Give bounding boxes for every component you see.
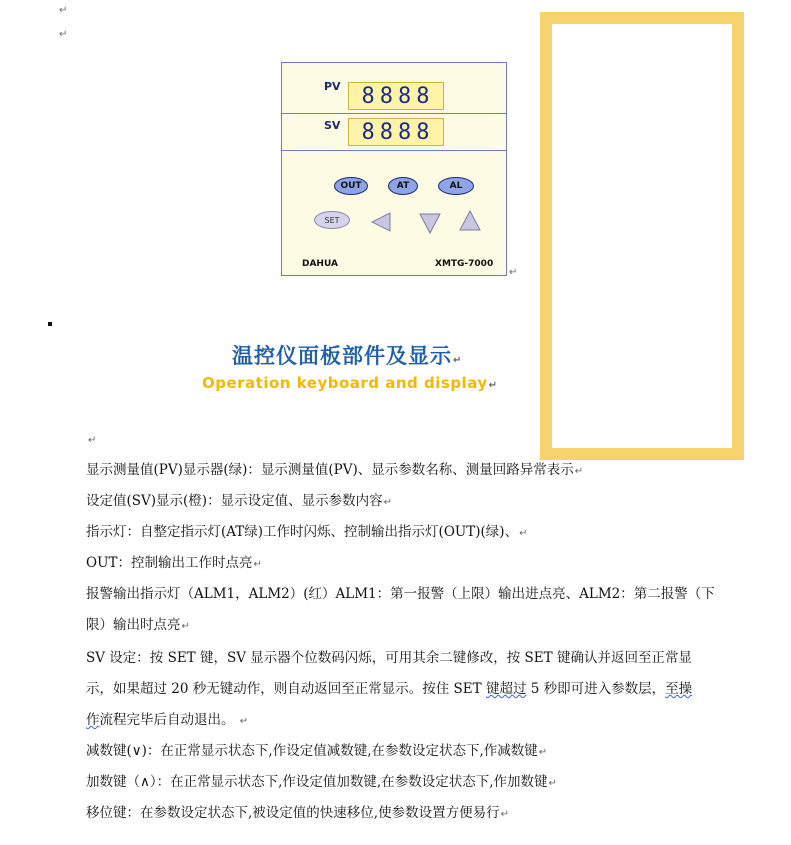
model-label: XMTG-7000 (435, 259, 494, 269)
brand-label: DAHUA (302, 259, 338, 269)
spellcheck-run: 作 (86, 712, 100, 728)
yellow-frame (540, 12, 744, 460)
sv-row (282, 114, 506, 151)
pv-label: PV (324, 80, 341, 93)
pv-digit: 8 (398, 83, 413, 109)
paragraph-increment-key: 加数键（∧）：在正常显示状态下,作设定值加数键,在参数设定状态下,作加数键 ↵ (86, 767, 557, 799)
sv-digit: 8 (398, 119, 413, 145)
text-run: 5 秒即可进入参数层， (526, 681, 666, 697)
sv-digit: 8 (416, 119, 431, 145)
paragraph-alarm-line2: 限）输出时点亮 ↵ (86, 610, 190, 642)
up-arrow-button[interactable] (459, 209, 481, 233)
al-button[interactable]: AL (438, 177, 474, 195)
paragraph-sv-setting-line2 (86, 674, 692, 705)
bullet (48, 322, 52, 326)
down-arrow-button[interactable] (418, 211, 442, 235)
title-chinese: 温控仪面板部件及显示 ↵ (232, 340, 462, 370)
set-button[interactable]: SET (314, 211, 350, 229)
pv-digit: 8 (361, 83, 376, 109)
paragraph-sv-setting-line1: SV 设定：按 SET 键，SV 显示器个位数码闪烁，可用其余二键修改，按 SET 键确认并返回至正常显 (86, 650, 692, 666)
paragraph-mark: ↵ (88, 435, 97, 446)
paragraph-mark: ↵ (509, 267, 518, 278)
pv-display (348, 82, 444, 110)
sv-digit: 8 (379, 119, 394, 145)
paragraph-alarm-line1: 报警输出指示灯（ALM1，ALM2）(红）ALM1：第一报警（上限）输出进点亮、ALM2：第二报警（下 (86, 586, 715, 602)
out-button[interactable]: OUT (334, 177, 368, 195)
paragraph-sv-setting-line3 (86, 705, 248, 737)
paragraph-decrement-key: 减数键(∨)：在正常显示状态下,作设定值减数键,在参数设定状态下,作减数键 ↵ (86, 736, 547, 768)
paragraph-mark: ↵ (59, 29, 68, 40)
paragraph-pv: 显示测量值(PV)显示器(绿)：显示测量值(PV)、显示参数名称、测量回路异常表示 ↵ (86, 455, 583, 487)
controller-panel (281, 62, 507, 276)
paragraph-sv: 设定值(SV)显示(橙)：显示设定值、显示参数内容 ↵ (86, 486, 392, 518)
paragraph-shift-key: 移位键：在参数设定状态下,被设定值的快速移位,使参数设置方便易行 ↵ (86, 798, 509, 830)
sv-label: SV (324, 119, 341, 132)
paragraph-indicator: 指示灯：自整定指示灯(AT绿)工作时闪烁、控制输出指示灯(OUT)(绿)、 ↵ (86, 517, 527, 549)
pv-digit: 8 (416, 83, 431, 109)
spellcheck-run: 至操 (665, 681, 693, 697)
at-button[interactable]: AT (388, 177, 418, 195)
pv-row (282, 63, 506, 114)
paragraph-mark: ↵ (59, 5, 68, 16)
paragraph-out: OUT：控制输出工作时点亮 ↵ (86, 548, 262, 580)
sv-display (348, 118, 444, 146)
title-english: Operation keyboard and display ↵ (202, 374, 498, 392)
spellcheck-run: 键超过 (485, 681, 527, 697)
text-run: 示，如果超过 20 秒无键动作，则自动返回至正常显示。按住 SET (86, 681, 486, 697)
sv-digit: 8 (361, 119, 376, 145)
text-run: 流程完毕后自动退出。 (99, 712, 235, 728)
pv-digit: 8 (379, 83, 394, 109)
left-arrow-button[interactable] (370, 211, 392, 233)
